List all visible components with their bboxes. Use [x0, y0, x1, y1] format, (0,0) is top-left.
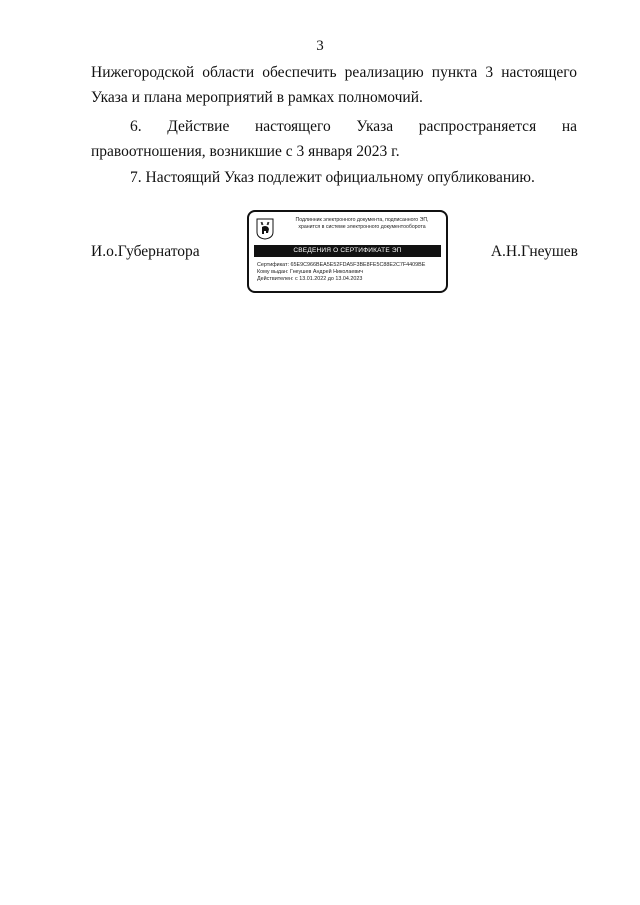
stamp-issued-to: Кому выдан: Гнеушев Андрей Николаевич: [257, 269, 364, 275]
paragraph-item-7: 7. Настоящий Указ подлежит официальному опубликованию.: [130, 169, 535, 186]
electronic-signature-stamp: [247, 210, 448, 293]
stamp-header-line-1: Подлинник электронного документа, подписанного ЭП,: [295, 217, 429, 223]
stamp-header: [279, 217, 445, 231]
paragraph-item-6: 6. Действие настоящего Указа распространяется на правоотношения, возникшие с 3 января 2023 г.: [91, 118, 577, 160]
signer-name: А.Н.Гнеушев: [490, 243, 578, 260]
page-number: 3: [316, 38, 324, 54]
stamp-header-line-2: хранится в системе электронного документооборота: [298, 224, 426, 230]
stamp-certificate: Сертификат: 65E9C966BEA5E52FDA5F3BE8FE5C88E2C7F4409BE: [257, 262, 426, 268]
signer-title: И.о.Губернатора: [91, 243, 200, 260]
stamp-details: [257, 262, 443, 283]
stamp-validity: Действителен: с 13.01.2022 до 13.04.2023: [257, 276, 363, 282]
deer-emblem-icon: [256, 218, 274, 240]
paragraph-continuation: Нижегородской области обеспечить реализацию пункта 3 настоящего Указа и плана мероприятий в рамках полномочий.: [91, 64, 577, 106]
stamp-banner: СВЕДЕНИЯ О СЕРТИФИКАТЕ ЭП: [254, 245, 441, 257]
